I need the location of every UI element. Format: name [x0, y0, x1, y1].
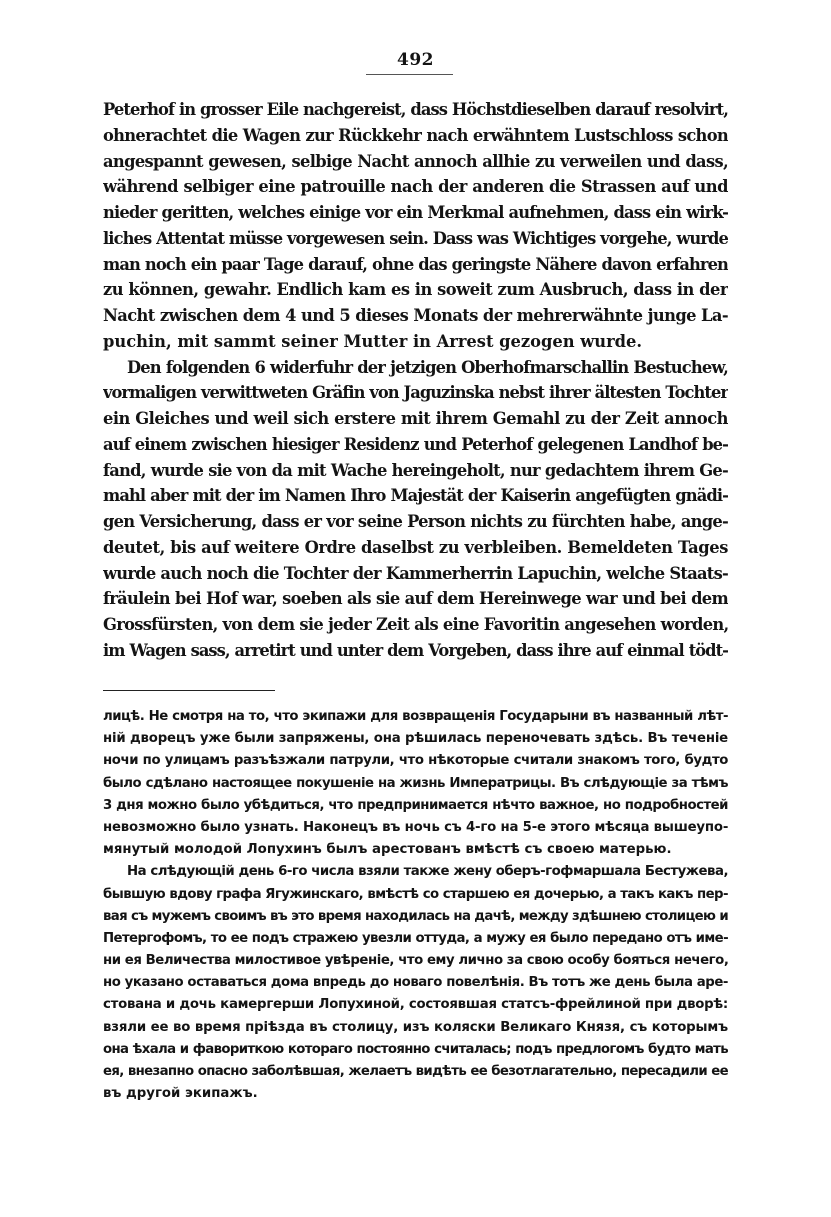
- footnote-line: взяли ее во время пріѣзда въ столицу, изъ коляски Великаго Князя, съ которымъ: [103, 1019, 728, 1035]
- footnote-body: [103, 706, 728, 1105]
- footnote-line: бывшую вдову графа Ягужинскаго, вмѣстѣ со старшею ея дочерью, а такъ какъ пер-: [103, 886, 728, 902]
- main-text-line: gen Versicherung, dass er vor seine Person nichts zu fürchten habe, ange-: [103, 512, 728, 531]
- footnote-line: было сдѣлано настоящее покушеніе на жизнь Императрицы. Въ слѣдующіе за тѣмъ: [103, 775, 728, 791]
- footnote-line: На слѣдующій день 6-го числа взяли также жену оберъ-гофмаршала Бестужева,: [127, 864, 728, 880]
- main-text-line: Grossfürsten, von dem sie jeder Zeit als eine Favoritin angesehen worden,: [103, 615, 728, 634]
- footnote-line: ночи по улицамъ разъѣзжали патрули, что нѣкоторые считали знакомъ того, будто: [103, 753, 728, 769]
- main-text-line: deutet, bis auf weitere Ordre daselbst zu verbleiben. Bemeldeten Tages: [103, 537, 728, 557]
- footnote-line: она ѣхала и фавориткою котораго постоянно считалась; подъ предлогомъ будто мать: [103, 1041, 728, 1057]
- footnote-line: стована и дочь камергерши Лопухиной, состоявшая статсъ-фрейлиной при дворѣ:: [103, 997, 728, 1013]
- main-text-line: Nacht zwischen dem 4 und 5 dieses Monats der mehrerwähnte junge La-: [103, 306, 728, 325]
- main-text-line: angespannt gewesen, selbige Nacht annoch allhie zu verweilen und dass,: [103, 151, 728, 171]
- footnote-line: невозможно было узнать. Наконецъ въ ночь съ 4-го на 5-е этого мѣсяца вышеупо-: [103, 819, 728, 835]
- main-text-line: auf einem zwischen hiesiger Residenz und Peterhof gelegenen Landhof be-: [103, 434, 728, 454]
- main-text-line: zu können, gewahr. Endlich kam es in soweit zum Ausbruch, dass in der: [103, 280, 728, 300]
- main-text-line: fräulein bei Hof war, soeben als sie auf dem Hereinwege war und bei dem: [103, 589, 728, 609]
- main-text-line: ohnerachtet die Wagen zur Rückkehr nach erwähntem Lustschloss schon: [103, 125, 728, 145]
- page-number-rule: [366, 74, 453, 75]
- main-text-line: ein Gleiches und weil sich erstere mit ihrem Gemahl zu der Zeit annoch: [103, 409, 728, 428]
- main-text-line: Peterhof in grosser Eile nachgereist, dass Höchstdieselben darauf resolvirt,: [103, 100, 728, 119]
- main-text-line: wurde auch noch die Tochter der Kammerherrin Lapuchin, welche Staats-: [103, 563, 728, 583]
- main-text-line: nieder geritten, welches einige vor ein Merkmal aufnehmen, dass ein wirk-: [103, 203, 728, 222]
- footnote-line: ній дворецъ уже были запряжены, она рѣшилась переночевать здѣсь. Въ теченіе: [103, 731, 728, 747]
- footnote-line: Петергофомъ, то ее подъ стражею увезли оттуда, а мужу ея было передано отъ име-: [103, 930, 728, 946]
- footnote-line: ея, внезапно опасно заболѣвшая, желаетъ видѣть ее безотлагательно, пересадили ее: [103, 1064, 728, 1079]
- main-text-line: während selbiger eine patrouille nach der anderen die Strassen auf und: [103, 177, 728, 197]
- main-text-line: man noch ein paar Tage darauf, ohne das geringste Nähere davon erfahren: [103, 254, 728, 274]
- page-number: 492: [397, 50, 434, 70]
- main-text-line: vormaligen verwittweten Gräfin von Jaguzinska nebst ihrer ältesten Tochter: [103, 383, 728, 403]
- footnote-line: вая съ мужемъ своимъ въ это время находилась на дачѣ, между здѣшнею столицею и: [103, 908, 728, 924]
- footnote-line: въ другой экипажъ.: [103, 1086, 258, 1102]
- main-text-line: liches Attentat müsse vorgewesen sein. Dass was Wichtiges vorgehe, wurde: [103, 228, 728, 248]
- main-text-line: im Wagen sass, arretirt und unter dem Vorgeben, dass ihre auf einmal tödt-: [103, 640, 728, 660]
- footnote-line: но указано оставаться дома впредь до новаго повелѣнія. Въ тотъ же день была аре-: [103, 975, 728, 991]
- main-text-line: mahl aber mit der im Namen Ihro Majestät der Kaiserin angefügten gnädi-: [103, 486, 728, 506]
- main-text-line: fand, wurde sie von da mit Wache hereingeholt, nur gedachtem ihrem Ge-: [103, 460, 728, 480]
- footnote-line: 3 дня можно было убѣдиться, что предпринимается нѣчто важное, но подробностей: [103, 797, 728, 813]
- main-text-line: puchin, mit sammt seiner Mutter in Arrest gezogen wurde.: [103, 331, 643, 351]
- footnote-line: лицѣ. Не смотря на то, что экипажи для возвращенія Государыни въ названный лѣт-: [103, 709, 728, 724]
- main-text-body: [103, 97, 728, 664]
- main-text-line: Den folgenden 6 widerfuhr der jetzigen Oberhofmarschallin Bestuchew,: [127, 357, 728, 377]
- footnote-line: ни ея Величества милостивое увѣреніе, что ему лично за свою особу бояться нечего,: [103, 953, 728, 969]
- footnote-rule: [103, 690, 275, 691]
- footnote-line: мянутый молодой Лопухинъ былъ арестованъ вмѣстѣ съ своею матерью.: [103, 842, 672, 858]
